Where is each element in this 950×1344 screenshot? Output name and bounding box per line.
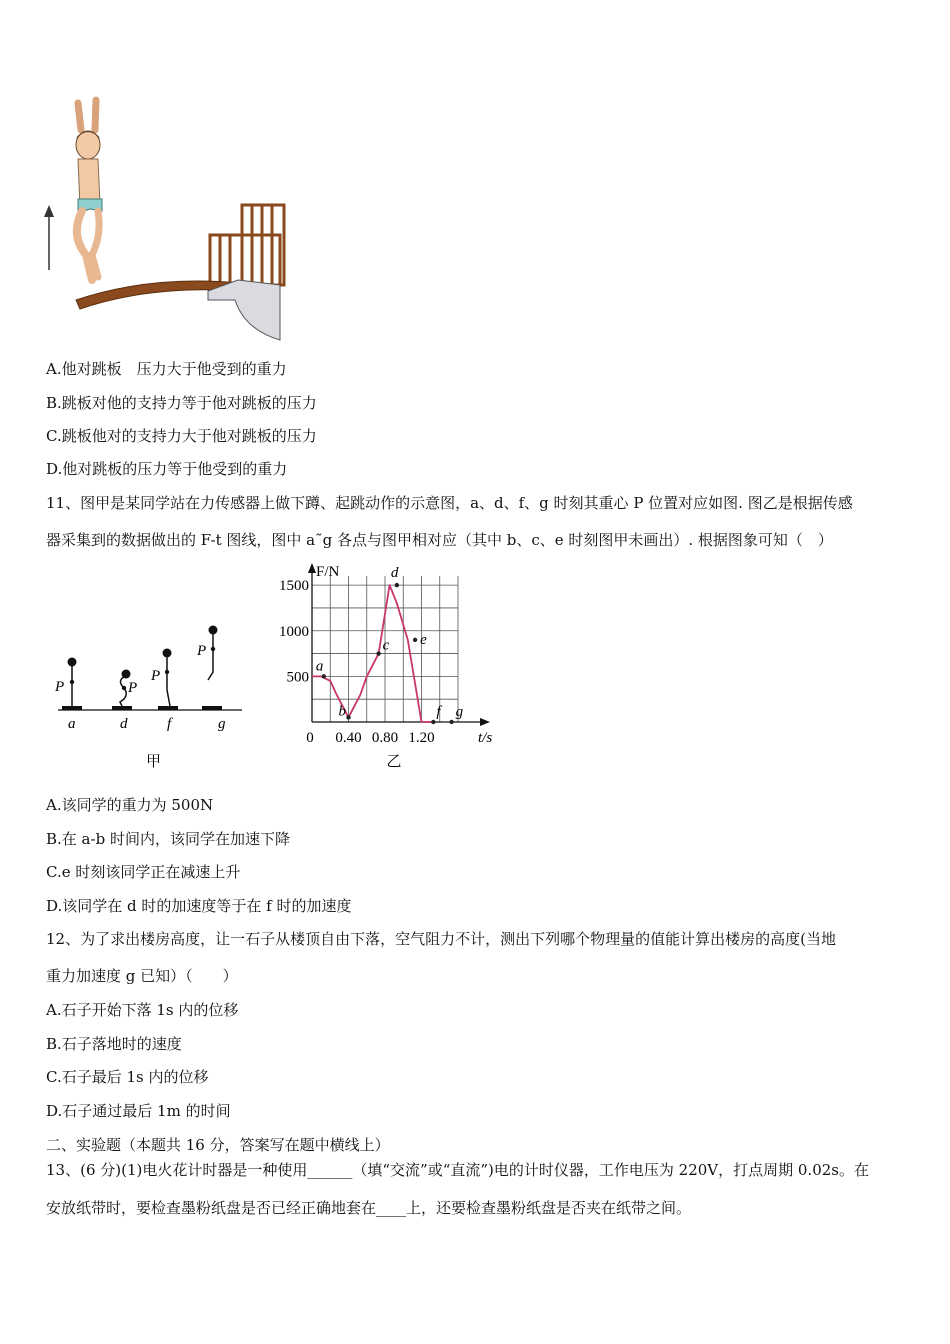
q11-stem-line2: 器采集到的数据做出的 F-t 图线，图中 a˜g 各点与图甲相对应（其中 b、c、e 时刻图甲未画出）. 根据图象可知（ ） bbox=[46, 531, 833, 549]
figure-yi-chart bbox=[262, 560, 502, 775]
point-label-g: g bbox=[455, 704, 464, 720]
point-label-a: a bbox=[315, 658, 324, 675]
fig-jia-caption: 甲 bbox=[146, 754, 162, 770]
q11-option-d: D.该同学在 d 时的加速度等于在 f 时的加速度 bbox=[46, 897, 352, 915]
point-c bbox=[376, 651, 380, 655]
diving-board-figure bbox=[40, 95, 290, 345]
fig-jia-label-g: g bbox=[218, 716, 226, 732]
q10-option-c: C.跳板他对的支持力大于他对跳板的压力 bbox=[46, 427, 317, 445]
origin-label: 0 bbox=[306, 730, 314, 746]
y-axis-arrow bbox=[308, 563, 316, 573]
q11-stem-line1: 11、图甲是某同学站在力传感器上做下蹲、起跳动作的示意图，a、d、f、g 时刻其重心 P 位置对应如图. 图乙是根据传感 bbox=[46, 494, 853, 512]
q12-stem-line1: 12、为了求出楼房高度，让一石子从楼顶自由下落，空气阻力不计，测出下列哪个物理量的值能计算出楼房的高度(当地 bbox=[46, 930, 836, 948]
y-axis-label: F/N bbox=[316, 564, 340, 580]
fig-jia-p-label-d: P bbox=[128, 680, 138, 696]
section2-title: 二、实验题（本题共 16 分，答案写在题中横线上） bbox=[46, 1136, 390, 1154]
point-e bbox=[413, 638, 417, 642]
y-tick-label: 1500 bbox=[279, 578, 309, 595]
q11-option-c: C.e 时刻该同学正在减速上升 bbox=[46, 863, 241, 881]
x-axis-label: t/s bbox=[478, 730, 493, 746]
fig-jia-label-d: d bbox=[120, 716, 128, 732]
x-axis-arrow bbox=[480, 718, 490, 726]
q10-option-b: B.跳板对他的支持力等于他对跳板的压力 bbox=[46, 394, 317, 412]
point-label-d: d bbox=[390, 565, 399, 582]
fig-jia-label-a: a bbox=[68, 716, 76, 732]
q11-option-b: B.在 a-b 时间内，该同学在加速下降 bbox=[46, 830, 290, 848]
x-tick-label: 0.40 bbox=[335, 730, 362, 746]
q10-option-a: A.他对跳板 压力大于他受到的重力 bbox=[46, 360, 287, 378]
q12-option-c: C.石子最后 1s 内的位移 bbox=[46, 1068, 209, 1086]
point-label-e: e bbox=[420, 631, 427, 648]
point-f bbox=[431, 720, 435, 724]
fig-jia-p-label-a: P bbox=[55, 679, 65, 695]
fig-jia-p-label-g: P bbox=[197, 643, 207, 659]
y-tick-label: 1000 bbox=[279, 623, 309, 640]
point-b bbox=[346, 715, 350, 719]
point-label-c: c bbox=[382, 637, 390, 654]
chart-labels bbox=[279, 564, 492, 770]
q10-option-d: D.他对跳板的压力等于他受到的重力 bbox=[46, 460, 288, 478]
q12-option-b: B.石子落地时的速度 bbox=[46, 1035, 182, 1053]
q13-line2: 安放纸带时，要检查墨粉纸盘是否已经正确地套在____上，还要检查墨粉纸盘是否夹在纸带之间。 bbox=[46, 1199, 692, 1217]
chart-axes bbox=[308, 563, 490, 726]
point-label-f: f bbox=[436, 704, 441, 720]
fig-jia-label-f: f bbox=[167, 716, 172, 732]
y-tick-label: 500 bbox=[286, 669, 309, 686]
figure-jia bbox=[50, 610, 250, 775]
q13-line1: 13、(6 分)(1)电火花计时器是一种使用______（填“交流”或“直流”)电的计时仪器，工作电压为 220V，打点周期 0.02s。在 bbox=[46, 1161, 869, 1179]
q12-option-a: A.石子开始下落 1s 内的位移 bbox=[46, 1001, 239, 1019]
fig-yi-caption: 乙 bbox=[386, 754, 402, 770]
point-d bbox=[395, 583, 399, 587]
q12-option-d: D.石子通过最后 1m 的时间 bbox=[46, 1102, 231, 1120]
fig-jia-p-label-f: P bbox=[151, 668, 161, 684]
q11-option-a: A.该同学的重力为 500N bbox=[46, 796, 214, 814]
point-a bbox=[322, 674, 326, 678]
q12-stem-line2: 重力加速度 g 已知）（ ） bbox=[46, 967, 238, 985]
x-tick-label: 0.80 bbox=[371, 730, 399, 746]
x-tick-label: 1.20 bbox=[408, 730, 435, 746]
point-label-b: b bbox=[338, 703, 346, 720]
point-g bbox=[449, 720, 453, 724]
